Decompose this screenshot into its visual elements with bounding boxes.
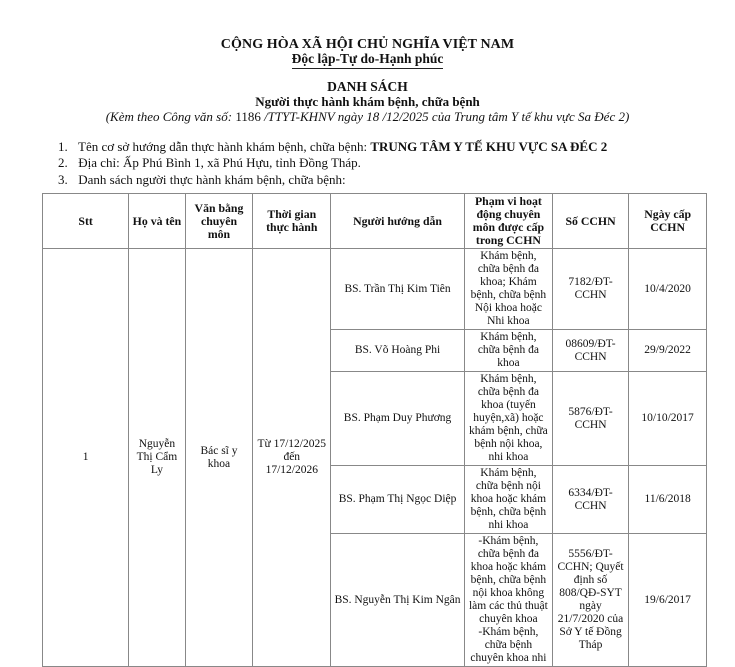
- motto-heading: [0, 51, 735, 69]
- supervisor-issue-date: 29/9/2022: [629, 330, 707, 372]
- col-header-period: Thời gian thực hành: [253, 194, 331, 249]
- item-number: 3.: [58, 171, 68, 187]
- practitioner-table: [42, 193, 707, 667]
- supervisor-name: BS. Phạm Thị Ngọc Diệp: [331, 466, 465, 534]
- reference-prefix: (Kèm theo Công văn số:: [105, 109, 236, 124]
- col-header-scope: Phạm vi hoạt động chuyên môn được cấp trong CCHN: [464, 194, 552, 249]
- supervisor-name: BS. Phạm Duy Phương: [331, 372, 465, 466]
- supervisor-scope: Khám bệnh, chữa bệnh đa khoa; Khám bệnh, chữa bệnh Nội khoa hoặc Nhi khoa: [464, 249, 552, 330]
- item-number: 1.: [58, 139, 68, 154]
- info-item-address: [58, 155, 607, 171]
- col-header-supervisor: Người hướng dẫn: [331, 194, 465, 249]
- item-number: 2.: [58, 155, 68, 171]
- trainee-degree: Bác sĩ y khoa: [185, 249, 253, 667]
- supervisor-license-no: 6334/ĐT-CCHN: [552, 466, 628, 534]
- address-text: Địa chỉ: Ấp Phú Bình 1, xã Phú Hựu, tỉnh Đồng Tháp.: [78, 155, 361, 171]
- supervisor-name: BS. Nguyễn Thị Kim Ngân: [331, 534, 465, 667]
- list-intro-text: Danh sách người thực hành khám bệnh, chữa bệnh:: [78, 171, 346, 187]
- supervisor-scope: -Khám bệnh, chữa bệnh đa khoa hoặc khám bệnh, chữa bệnh nội khoa không làm các thủ thuật chuyên khoa -Khám bệnh, chữa bệnh chuyên khoa nhi: [464, 534, 552, 667]
- facility-name: TRUNG TÂM Y TẾ KHU VỰC SA ĐÉC 2: [370, 139, 608, 154]
- supervisor-issue-date: 10/10/2017: [629, 372, 707, 466]
- col-header-issue-date: Ngày cấp CCHN: [629, 194, 707, 249]
- supervisor-issue-date: 10/4/2020: [629, 249, 707, 330]
- table-row: [43, 249, 707, 330]
- info-item-facility: [58, 139, 607, 155]
- table-header-row: [43, 194, 707, 249]
- supervisor-issue-date: 11/6/2018: [629, 466, 707, 534]
- document-reference: [0, 109, 735, 125]
- facility-label: Tên cơ sở hướng dẫn thực hành khám bệnh, chữa bệnh:: [78, 139, 371, 154]
- supervisor-issue-date: 19/6/2017: [629, 534, 707, 667]
- supervisor-license-no: 5556/ĐT-CCHN; Quyết định số 808/QĐ-SYT ngày 21/7/2020 của Sở Y tế Đồng Tháp: [552, 534, 628, 667]
- trainee-stt: 1: [43, 249, 129, 667]
- trainee-period: Từ 17/12/2025 đến 17/12/2026: [253, 249, 331, 667]
- supervisor-license-no: 5876/ĐT-CCHN: [552, 372, 628, 466]
- supervisor-name: BS. Trần Thị Kim Tiên: [331, 249, 465, 330]
- col-header-degree: Văn bằng chuyên môn: [185, 194, 253, 249]
- nation-heading: CỘNG HÒA XÃ HỘI CHỦ NGHĨA VIỆT NAM: [220, 37, 515, 52]
- info-item-list-intro: [58, 172, 607, 188]
- reference-number: 1186: [235, 109, 261, 124]
- col-header-name: Họ và tên: [129, 194, 185, 249]
- supervisor-license-no: 7182/ĐT-CCHN: [552, 249, 628, 330]
- supervisor-scope: Khám bệnh, chữa bệnh đa khoa (tuyến huyện,xã) hoặc khám bệnh, chữa bệnh nội khoa, nhi khoa: [464, 372, 552, 466]
- document-title: DANH SÁCH: [327, 79, 408, 94]
- supervisor-scope: Khám bệnh, chữa bệnh đa khoa: [464, 330, 552, 372]
- supervisor-scope: Khám bệnh, chữa bệnh nội khoa hoặc khám bệnh, chữa bệnh nhi khoa: [464, 466, 552, 534]
- col-header-license-no: Số CCHN: [552, 194, 628, 249]
- supervisor-name: BS. Võ Hoàng Phi: [331, 330, 465, 372]
- col-header-stt: Stt: [43, 194, 129, 249]
- info-list: [58, 139, 607, 188]
- motto-text: Độc lập-Tự do-Hạnh phúc: [292, 51, 444, 69]
- trainee-name: Nguyễn Thị Cẩm Ly: [129, 249, 185, 667]
- supervisor-license-no: 08609/ĐT-CCHN: [552, 330, 628, 372]
- reference-rest: /TTYT-KHNV ngày 18 /12/2025 của Trung tâm Y tế khu vực Sa Đéc 2): [260, 109, 630, 124]
- document-subtitle: Người thực hành khám bệnh, chữa bệnh: [255, 94, 480, 109]
